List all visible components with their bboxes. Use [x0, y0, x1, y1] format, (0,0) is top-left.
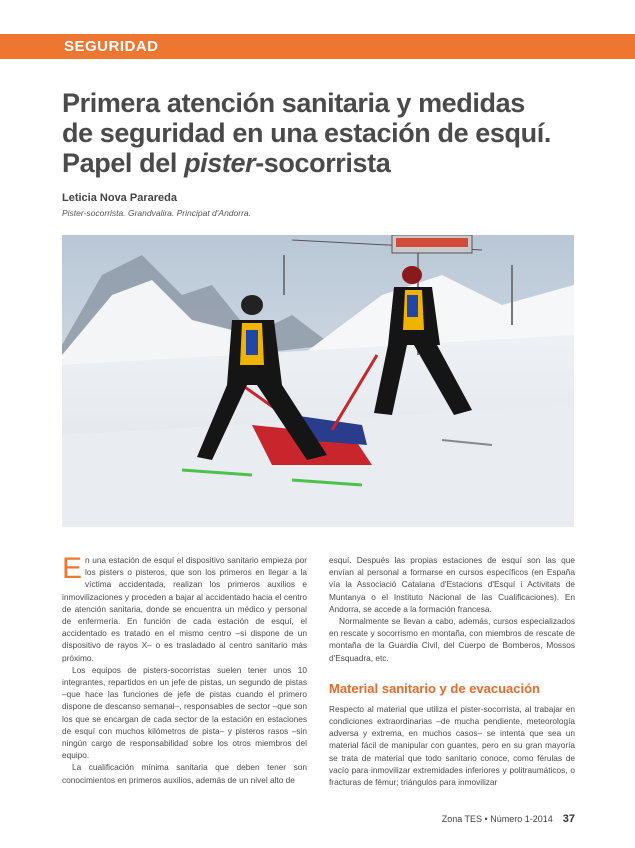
article-title	[62, 88, 582, 178]
paragraph-text: n una estación de esquí el dispositivo sanitario empieza por los pisters o pisteros, que son los primeros en llegar a la víctima accidentada, realizan los primeros auxilios e inmovilizaciones y proceden a bajar al accidentado hacia el centro de atención sanitaria, donde se encuentra un médico y personal de enfermería. En función de cada estación de esquí, el accidentado es tratado en el mismo centro –si dispone de un dispositivo de rayos X– o es trasladado al centro sanitario más próximo.	[62, 555, 307, 663]
paragraph: Los equipos de pisters-socorristas suelen tener unos 10 integrantes, repartidos en un jefe de pistas, un segundo de pistas –que hace las funciones de jefe de pistas cuando el primero dispone de descanso semanal–, responsables de sector –que son los que se encargan de cada sector de la estación en estaciones de esquí con muchos kilómetros de pista– y pisteros rasos –sin ningún cargo de responsabilidad sobre los otros miembros del equipo.	[62, 664, 307, 761]
title-line-3-end: -socorrista	[255, 148, 391, 178]
journal-issue: Zona TES • Número 1-2014	[441, 814, 553, 824]
page-number: 37	[562, 813, 575, 825]
paragraph: esquí. Después las propias estaciones de esquí son las que envían al personal a formarse en cursos específicos (en España vía la Associació Catalana d'Estacions d'Esquí i Activitats de Muntanya o el Instituto Nacional de las Cualificaciones). En Andorra, se accede a la formación francesa.	[329, 555, 575, 614]
title-line-3-italic: pister	[184, 148, 256, 178]
title-line-2: de seguridad en una estación de esquí.	[62, 118, 551, 148]
title-line-1: Primera atención sanitaria y medidas	[62, 88, 525, 118]
section-subheading: Material sanitario y de evacuación	[329, 680, 540, 696]
page-footer	[442, 813, 575, 825]
ski-rescue-photo	[62, 235, 574, 527]
paragraph	[62, 554, 307, 664]
paragraph: Normalmente se llevan a cabo, además, cursos especializados en rescate y socorrismo en montaña, con miembros de rescate de montaña de la Guardia Civil, del Cuerpo de Bomberos, Mossos d'Esquadra, etc.	[329, 616, 575, 663]
body-column-2	[329, 554, 575, 788]
title-line-3-start: Papel del	[62, 148, 185, 178]
article-photo	[62, 235, 574, 527]
title-line-3	[62, 148, 582, 178]
paragraph: Respecto al material que utiliza el pister-socorrista, al trabajar en condiciones extraordinarias –de mucha pendiente, meteorología adversa y extrema, en muchos casos– se intenta que sea un material fácil de manipular con guantes, pero en su gran mayoría se trata de material que todo sanitario conoce, como férulas de vacío para inmovilizar extremidades inferiores y politraumáticos, o fracturas de fémur; triángulos para inmovilizar	[329, 703, 575, 788]
drop-cap: E	[62, 552, 83, 585]
section-label: SEGURIDAD	[64, 38, 159, 55]
author-name: Leticia Nova Parareda	[62, 192, 177, 204]
author-affiliation: Pister-socorrista. Grandvalira. Principat d'Andorra.	[62, 208, 252, 218]
section-band	[0, 34, 635, 59]
body-column-1	[62, 554, 307, 786]
paragraph: La cualificación mínima sanitaria que deben tener son conocimientos en primeros auxilios, además de un nivel alto de	[62, 762, 307, 785]
